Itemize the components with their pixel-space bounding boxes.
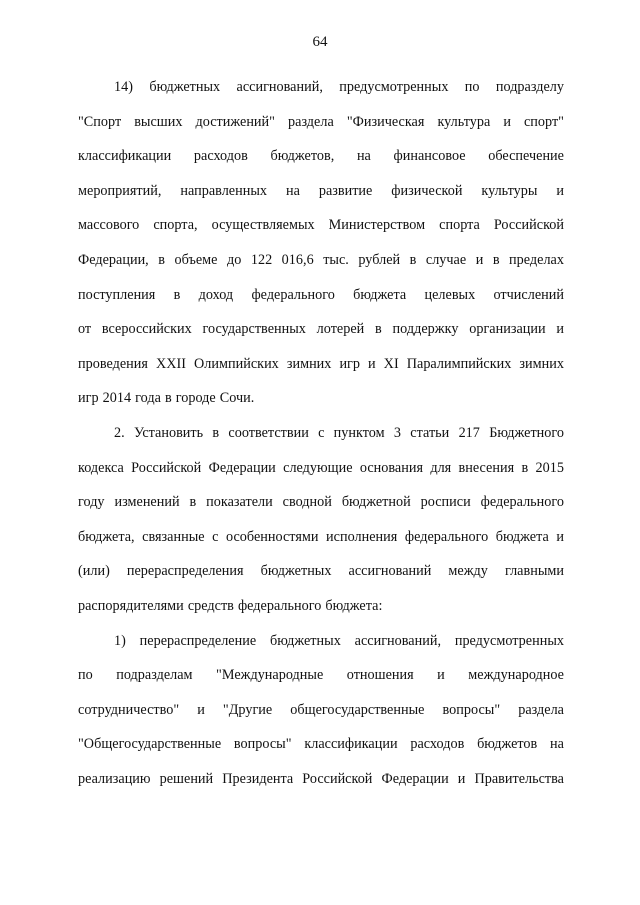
text-line: бюджета, связанные с особенностями исполнения федерального бюджета и	[78, 528, 564, 545]
text-line: от всероссийских государственных лотерей в поддержку организации и	[78, 321, 564, 338]
text-line: распорядителями средств федерального бюджета:	[78, 597, 383, 614]
page-number: 64	[312, 34, 328, 50]
text-line: кодекса Российской Федерации следующие основания для внесения в 2015	[78, 459, 564, 476]
text-line: "Общегосударственные вопросы" классификации расходов бюджетов на	[78, 736, 564, 753]
text-line: игр 2014 года в городе Сочи.	[78, 390, 255, 407]
text-line: Федерации, в объеме до 122 016,6 тыс. рублей в случае и в пределах	[78, 251, 564, 268]
text-line: массового спорта, осуществляемых Министерством спорта Российской	[78, 217, 564, 234]
paragraph-item-1	[78, 624, 564, 797]
text-line: по подразделам "Международные отношения и международное	[78, 667, 564, 684]
text-line: классификации расходов бюджетов, на финансовое обеспечение	[78, 148, 564, 165]
text-line: поступления в доход федерального бюджета целевых отчислений	[78, 286, 564, 303]
text-line: 2. Установить в соответствии с пунктом 3 статьи 217 Бюджетного	[114, 424, 564, 441]
text-line: сотрудничество" и "Другие общегосударственные вопросы" раздела	[78, 701, 564, 718]
text-line: году изменений в показатели сводной бюджетной росписи федерального	[78, 494, 564, 511]
text-line: (или) перераспределения бюджетных ассигнований между главными	[78, 563, 564, 580]
text-line: 14) бюджетных ассигнований, предусмотренных по подразделу	[114, 79, 564, 95]
text-line: мероприятий, направленных на развитие физической культуры и	[78, 182, 564, 199]
text-line: 1) перераспределение бюджетных ассигнований, предусмотренных	[114, 632, 564, 649]
text-line: "Спорт высших достижений" раздела "Физическая культура и спорт"	[78, 113, 564, 130]
text-line: проведения XXII Олимпийских зимних игр и XI Паралимпийских зимних	[78, 355, 564, 372]
paragraph-item-14	[78, 70, 564, 416]
text-line: реализацию решений Президента Российской Федерации и Правительства	[78, 770, 564, 787]
paragraph-item-2	[78, 416, 564, 624]
document-body	[78, 70, 564, 796]
